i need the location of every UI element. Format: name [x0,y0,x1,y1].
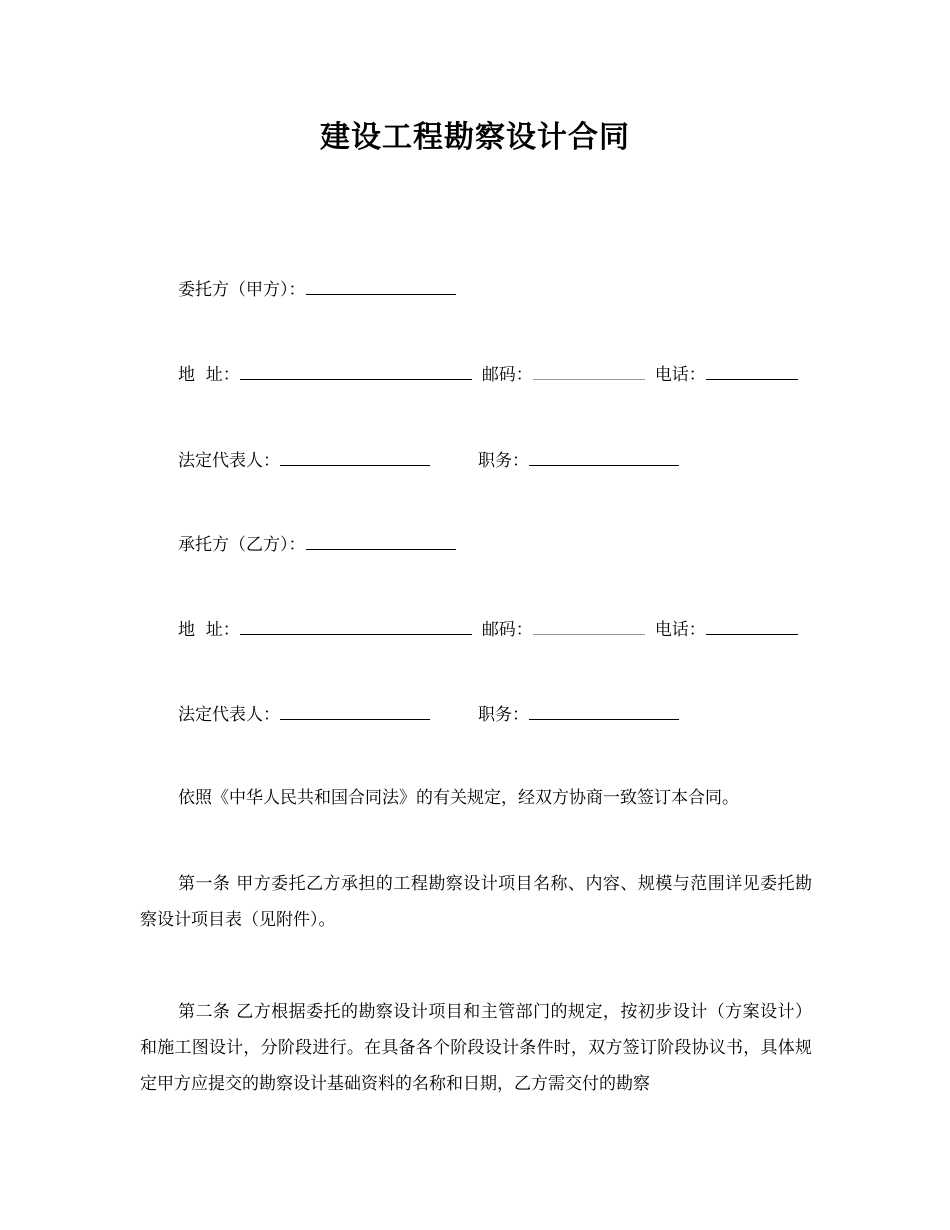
article-1-paragraph: 第一条 甲方委托乙方承担的工程勘察设计项目名称、内容、规模与范围详见委托勘察设计项目表（见附件）。 [140,874,812,930]
party-b-position-field[interactable] [529,701,679,720]
party-b-position-label: 职务： [478,705,529,725]
preamble-paragraph: 依照《中华人民共和国合同法》的有关规定，经双方协商一致签订本合同。 [178,788,739,808]
party-a-address-field[interactable] [240,361,472,380]
party-a-rep-line [178,447,679,473]
party-a-line [178,276,456,302]
party-a-postcode-field[interactable] [533,361,645,380]
party-a-position-field[interactable] [529,447,679,466]
party-a-address-line [178,361,798,387]
party-b-rep-field[interactable] [280,701,430,720]
party-b-postcode-label: 邮码： [481,620,533,640]
party-a-phone-label: 电话： [654,365,706,385]
party-b-label: 承托方（乙方）： [178,535,306,555]
party-a-label: 委托方（甲方）： [178,280,306,300]
party-b-rep-label: 法定代表人： [178,705,280,725]
party-a-rep-label: 法定代表人： [178,451,280,471]
party-b-line [178,531,456,557]
party-a-address-label: 地 址： [178,365,240,385]
party-b-postcode-field[interactable] [533,616,645,635]
party-b-rep-line [178,701,679,727]
party-a-postcode-label: 邮码： [481,365,533,385]
party-a-position-label: 职务： [478,451,529,471]
party-b-name-field[interactable] [306,531,456,550]
party-b-phone-field[interactable] [706,616,798,635]
party-a-phone-field[interactable] [706,361,798,380]
article-2-paragraph: 第二条 乙方根据委托的勘察设计项目和主管部门的规定，按初步设计（方案设计）和施工图设计，分阶段进行。在具备各个阶段设计条件时，双方签订阶段协议书，具体规定甲方应提交的勘察设计基础资料的名称和日期，乙方需交付的勘察 [140,1002,812,1094]
document-title: 建设工程勘察设计合同 [320,120,630,155]
party-b-phone-label: 电话： [654,620,706,640]
party-b-address-label: 地 址： [178,620,240,640]
party-b-address-field[interactable] [240,616,472,635]
party-a-rep-field[interactable] [280,447,430,466]
party-a-name-field[interactable] [306,276,456,295]
party-b-address-line [178,616,798,642]
